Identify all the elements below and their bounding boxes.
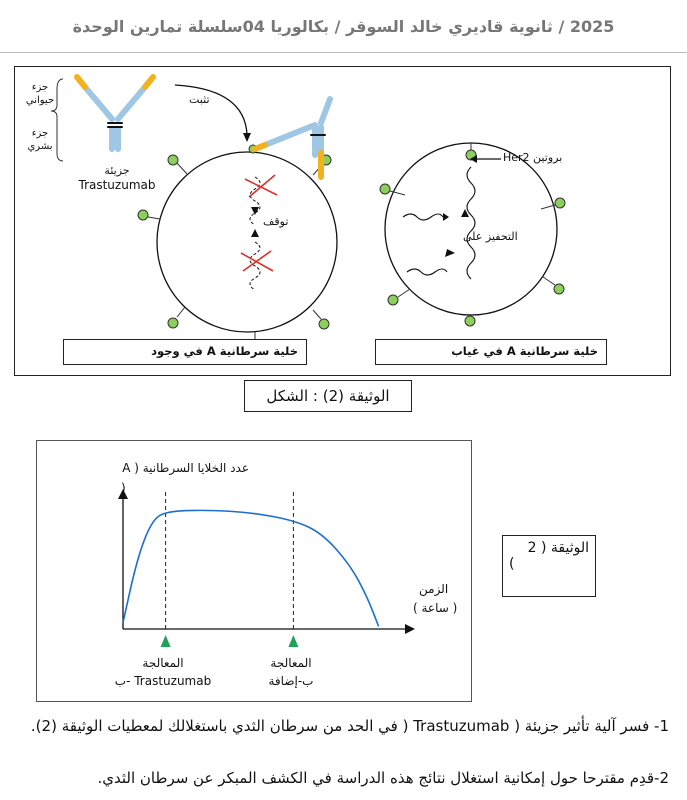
marker-1-sublabel: ب- Trastuzumab <box>114 674 212 688</box>
y-axis-label: عدد الخلايا السرطانية ( A <box>122 461 249 475</box>
side-label-line1: الوثيقة ( 2 <box>527 540 589 556</box>
figure-1 <box>14 66 671 376</box>
marker-arrow-icon <box>161 635 171 647</box>
document-2-side-label <box>502 535 596 597</box>
label-stimulation: التحفيز على <box>463 230 518 243</box>
x-axis-arrow-icon <box>405 624 415 634</box>
cell-right <box>385 143 557 315</box>
marker-2-label: المعالجة <box>270 656 312 670</box>
question-1: 1- فسر آلية تأثير جزيئة ( Trastuzumab ( في الحد من سرطان الثدي باستغلالك لمعطيات الوثيقة (2). <box>30 717 669 735</box>
caption-right-cell: خلية سرطانية A في غياب <box>375 339 607 365</box>
label-her2-protein: بروتين Her2 <box>503 151 563 164</box>
page-header <box>0 0 687 53</box>
label-animal-part: جزء حيواني <box>25 82 55 106</box>
side-label-line2: ) <box>509 556 515 572</box>
x-axis-unit: ( ساعة ) <box>413 601 458 615</box>
caption-left-cell: خلية سرطانية A في وجود <box>63 339 307 365</box>
question-2: 2-قدِم مقترحا حول إمكانية استغلال نتائج هذه الدراسة في الكشف المبكر عن سرطان الثدي. <box>97 769 669 787</box>
label-trastuzumab: Trastuzumab <box>78 178 156 192</box>
label-molecule: جزيئة <box>104 164 130 177</box>
x-axis-label: الزمن <box>419 582 449 596</box>
figure-1-drawing <box>15 67 672 377</box>
label-stop: توقف <box>263 215 289 228</box>
figure-2-chart <box>36 440 472 702</box>
label-binds: تثبت <box>189 93 210 106</box>
chart-plot <box>37 441 473 703</box>
header-title: 2025 / ثانوية قاديري خالد السوقر / بكالوريا 04سلسلة تمارين الوحدة <box>72 17 615 36</box>
y-axis-label-paren: ) <box>121 481 126 495</box>
marker-2-sublabel: ب-إضافة <box>268 674 314 688</box>
series-line <box>123 510 379 626</box>
cell-left <box>157 152 337 332</box>
antibody-left-icon <box>77 77 153 149</box>
label-human-part: جزء بشري <box>27 128 53 152</box>
figure-1-caption: الوثيقة (2) : الشكل <box>244 380 412 412</box>
marker-1-label: المعالجة <box>142 656 184 670</box>
marker-arrow-icon <box>288 635 298 647</box>
